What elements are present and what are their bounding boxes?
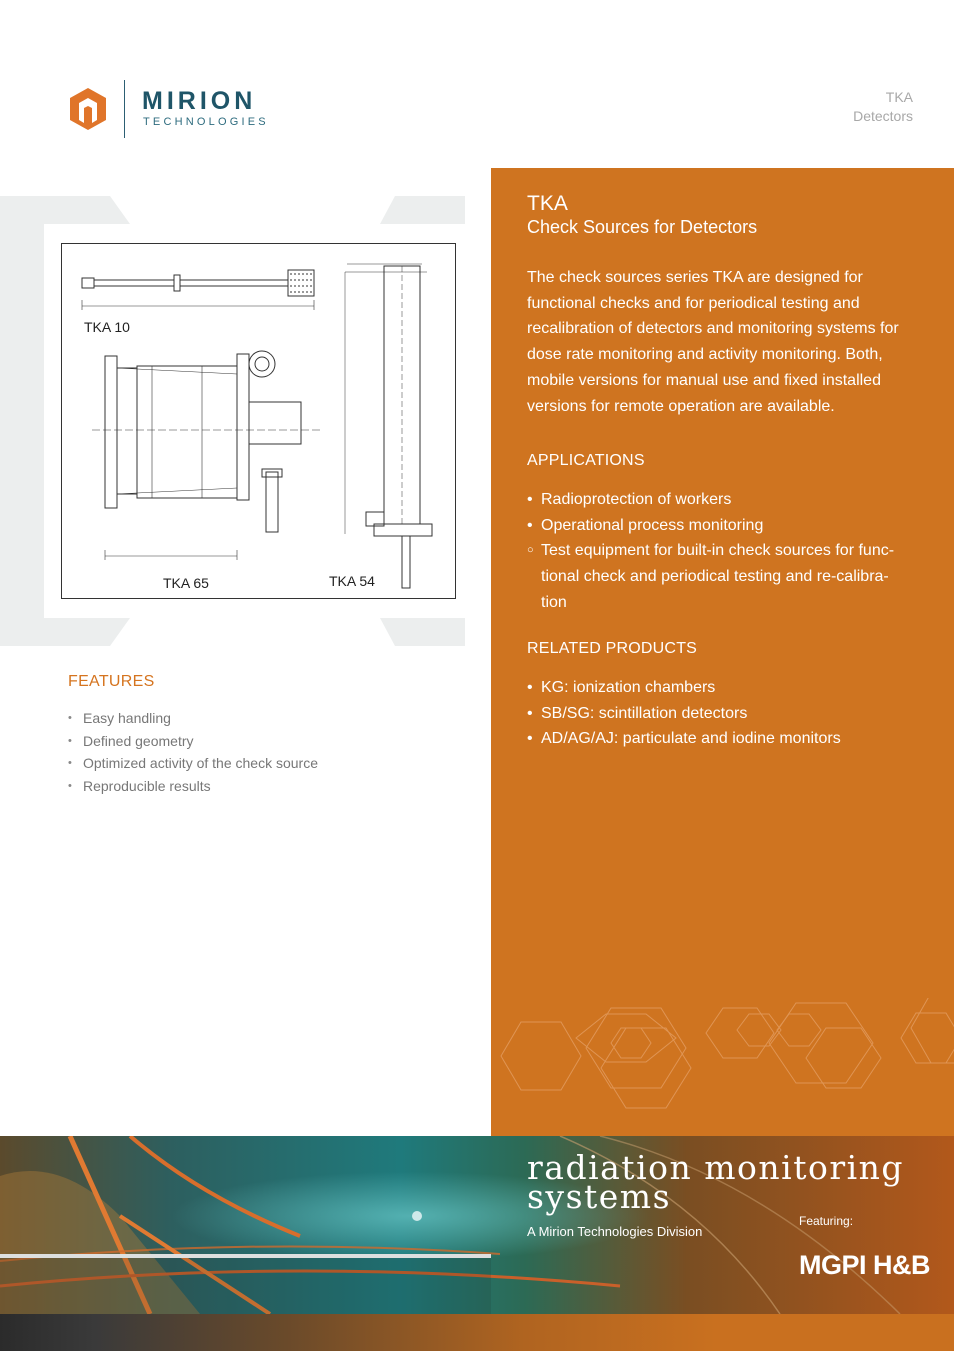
logo-subtitle: TECHNOLOGIES	[143, 116, 269, 128]
banner-title-line2: systems	[527, 1177, 672, 1216]
product-title: TKA	[527, 192, 568, 215]
hexagon-pattern	[491, 998, 954, 1136]
application-item: ○ Test equipment for built-in check sources for func-tional check and periodical testing and re-calibra-tion	[527, 538, 907, 615]
banner-title	[527, 1148, 905, 1216]
features-list	[68, 707, 318, 797]
partner-logo: MGPI H&B	[799, 1250, 930, 1280]
bottom-strip	[0, 1314, 954, 1351]
drawing-label-tka10: TKA 10	[84, 319, 130, 335]
related-product-item: • AD/AG/AJ: particulate and iodine monitors	[527, 726, 907, 752]
application-item: • Radioprotection of workers	[527, 487, 907, 513]
document-type	[853, 88, 913, 126]
drawing-label-tka54: TKA 54	[329, 573, 375, 589]
feature-item: • Optimized activity of the check source	[68, 752, 318, 775]
feature-item: • Defined geometry	[68, 730, 318, 753]
banner-featuring: Featuring:	[799, 1214, 854, 1228]
features-title: FEATURES	[68, 673, 155, 690]
feature-item: • Reproducible results	[68, 775, 318, 798]
document-type-product: TKA	[885, 89, 913, 105]
related-products-title: RELATED PRODUCTS	[527, 640, 698, 657]
feature-item: • Easy handling	[68, 707, 318, 730]
applications-list	[527, 487, 907, 616]
applications-title: APPLICATIONS	[527, 452, 645, 469]
technical-drawing	[61, 243, 456, 599]
related-products-list	[527, 675, 907, 752]
mirion-logo	[66, 80, 276, 138]
logo-divider	[124, 80, 125, 138]
technical-drawing-illustration	[62, 244, 457, 600]
related-product-item: • SB/SG: scintillation detectors	[527, 701, 907, 727]
document-type-category: Detectors	[853, 108, 913, 124]
logo-name: MIRION	[142, 87, 257, 115]
mirion-logo-icon	[66, 86, 110, 130]
drawing-label-tka65: TKA 65	[163, 575, 209, 591]
application-item: • Operational process monitoring	[527, 513, 907, 539]
related-product-item: • KG: ionization chambers	[527, 675, 907, 701]
banner-division: A Mirion Technologies Division	[527, 1224, 703, 1239]
product-description: The check sources series TKA are designed for functional checks and for periodical testing and recalibration of detectors and monitoring systems for dose rate monitoring and activity monitoring. Both, mobile versions for manual use and fixed installed versions for remote operation are available.	[527, 269, 899, 415]
product-subtitle: Check Sources for Detectors	[527, 217, 758, 237]
banner-title-line1: radiation monitoring	[527, 1148, 905, 1187]
